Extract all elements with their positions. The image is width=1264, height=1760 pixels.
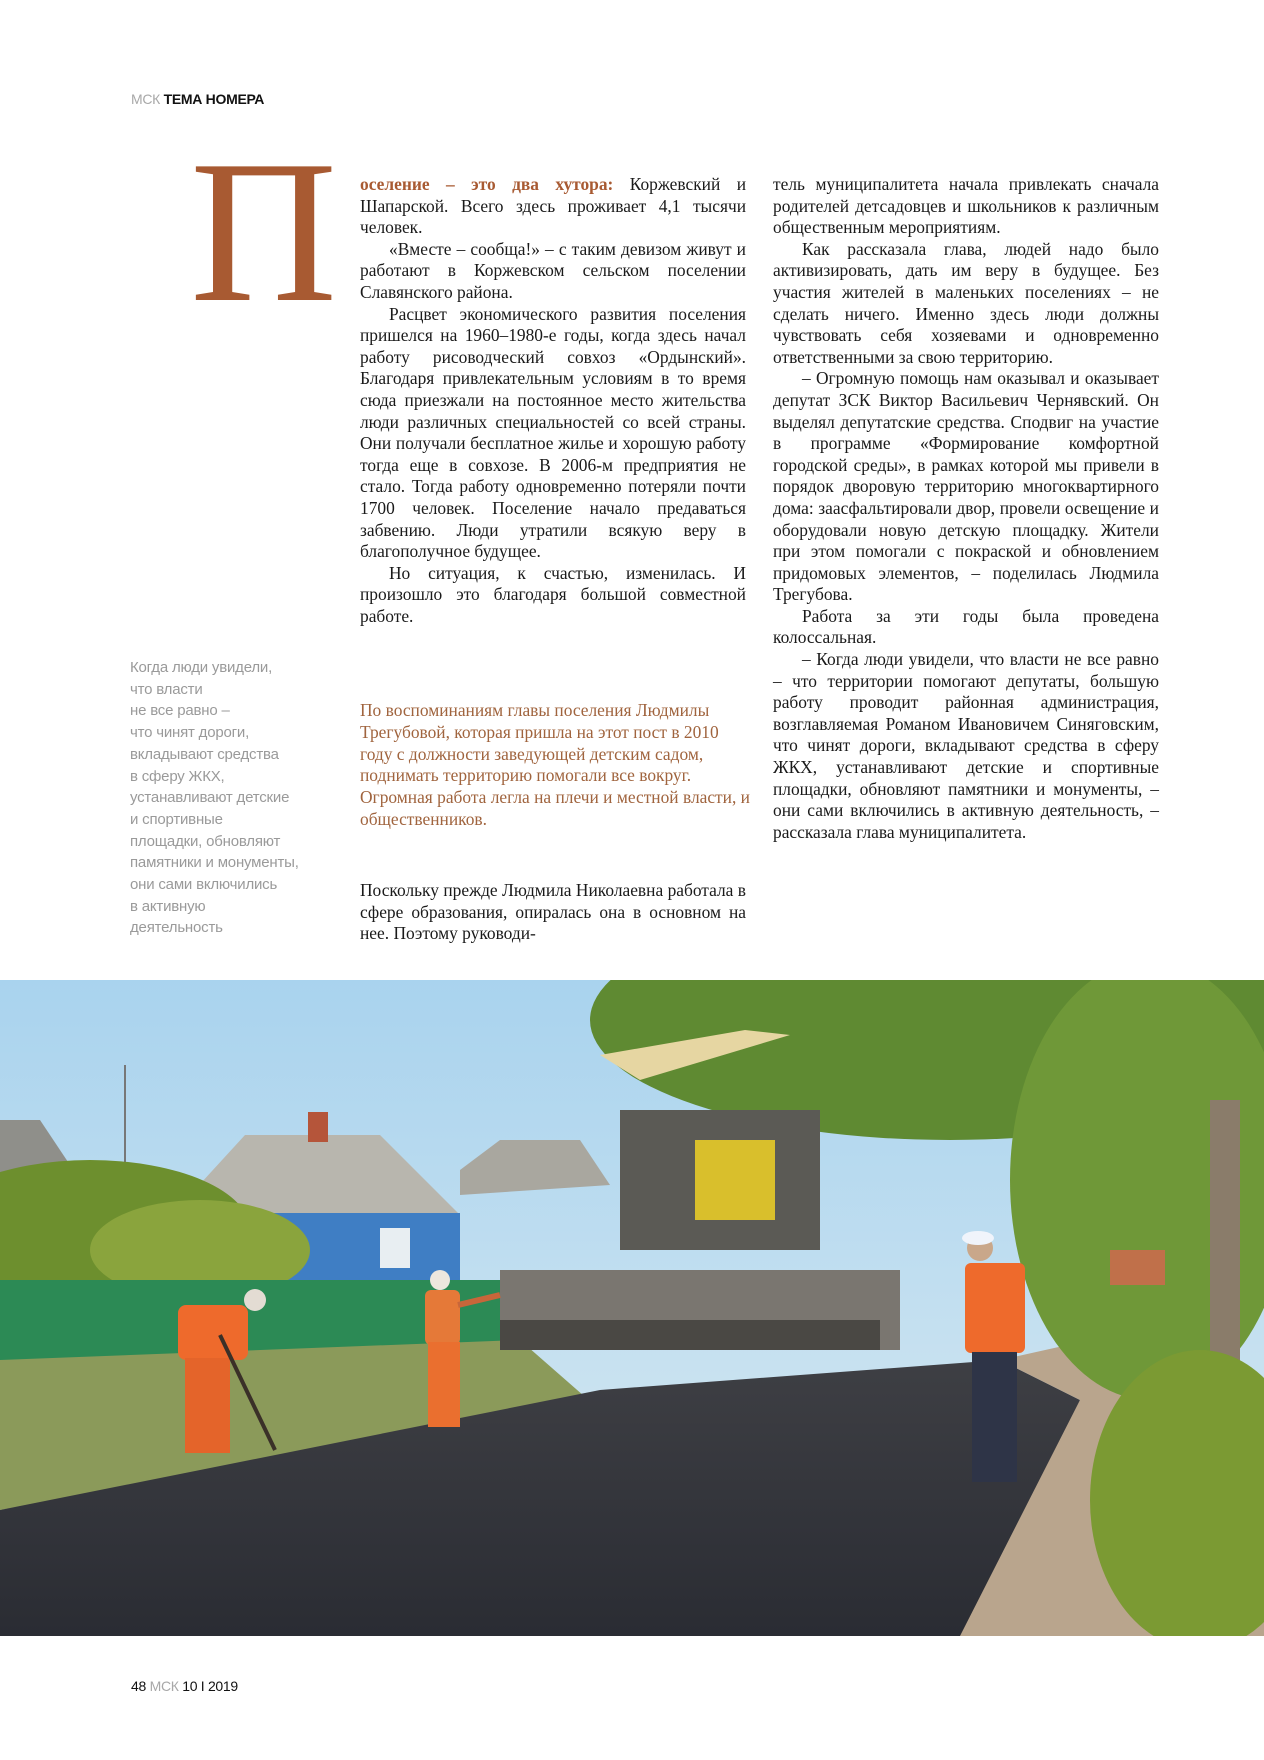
side-quote <box>130 657 340 939</box>
article-column-1-continued <box>360 880 746 945</box>
footer-brand: МСК <box>149 1678 179 1694</box>
road-works-photo <box>0 980 1264 1636</box>
pull-quote: По воспоминаниям главы поселения Людмилы Трегубовой, которая пришла на этот пост в 2010 году с должности заведующей детским садом, поднимать территорию помогали все вокруг. Огромная работа легла на плечи и местной власти, и общественников. <box>360 700 750 829</box>
side-quote-line: они сами включились <box>130 876 278 894</box>
paver-screed-dark <box>500 1320 880 1350</box>
side-quote-line: что чинят дороги, <box>130 724 250 742</box>
side-quote-line: что власти <box>130 680 203 698</box>
side-quote-line: площадки, обновляют <box>130 832 281 850</box>
house-window <box>380 1228 410 1268</box>
tree-trunk <box>1210 1100 1240 1380</box>
lead-paragraph <box>360 174 746 239</box>
lead-in: оселение – это два хутора: <box>360 174 614 194</box>
side-quote-line: не все равно – <box>130 702 230 720</box>
side-quote-line: и спортивные <box>130 810 223 828</box>
issue-number: 10 I 2019 <box>182 1678 238 1694</box>
article-column-1 <box>360 174 746 627</box>
running-header <box>131 91 264 107</box>
side-quote-line: устанавливают детские <box>130 789 290 807</box>
side-quote-line: Когда люди увидели, <box>130 659 273 676</box>
side-quote-line: памятники и монументы, <box>130 854 299 872</box>
photo-illustration <box>0 980 1264 1636</box>
paragraph: Расцвет экономического развития поселения пришелся на 1960–1980-е годы, когда здесь начал работу рисоводческий совхоз «Ордынский». Благодаря привлекательным условиям в то время сюда приезжали на постоянное место жительства люди различных специальностей со всей страны. Они получали бесплатное жилье и хорошую работу тогда еще в совхозе. В 2006-м предприятия не стало. Тогда работу одновременно потеряли почти 1700 человек. Поселение начало предаваться забвению. Люди утратили всякую веру в благополучное будущее. <box>360 303 746 562</box>
side-quote-line: в активную <box>130 897 206 915</box>
distant-truck <box>1110 1250 1165 1285</box>
chimney <box>308 1112 328 1142</box>
page-number: 48 <box>131 1678 146 1694</box>
paragraph: «Вместе – сообща!» – с таким девизом живут и работают в Коржевском сельском поселении Славянского района. <box>360 238 746 302</box>
paragraph: Но ситуация, к счастью, изменилась. И произошло это благодаря большой совместной работе. <box>360 562 746 626</box>
paragraph-text: Коржевский и Шапарской. Всего здесь проживает 4,1 тысячи человек. <box>360 174 747 238</box>
paragraph: Поскольку прежде Людмила Николаевна работала в сфере образования, опиралась она в основном на нее. Поэтому руководи- <box>360 880 746 944</box>
paragraph: Работа за эти годы была проведена колоссальная. <box>773 605 1159 648</box>
paragraph: тель муниципалитета начала привлекать сначала родителей детсадовцев и школьников к различным общественным мероприятиям. <box>773 174 1159 238</box>
paragraph: – Когда люди увидели, что власти не все равно – что территории помогают депутаты, большую работу проводит районная администрация, возглавляемая Романом Ивановичем Синяговским, что чинят дороги, вкладывают средства в сферу ЖКХ, устанавливают детские и спортивные площадки, обновляют памятники и монументы, – они сами включились в активную деятельность, – рассказала глава муниципалитета. <box>773 649 1159 842</box>
side-quote-line: деятельность <box>130 919 223 937</box>
side-quote-line: в сферу ЖКХ, <box>130 767 225 785</box>
page-footer <box>131 1678 238 1694</box>
side-quote-line: вкладывают средства <box>130 745 279 763</box>
paver-engine <box>695 1140 775 1220</box>
magazine-brand: МСК <box>131 91 161 107</box>
drop-cap: П <box>190 119 338 345</box>
paragraph: – Огромную помощь нам оказывал и оказывает депутат ЗСК Виктор Васильевич Чернявский. Он выделял депутатские средства. Сподвиг на участие в программе «Формирование комфортной городской среды», в рамках которой мы привели в порядок дворовую территорию многоквартирного дома: заасфальтировали двор, провели освещение и оборудовали новую детскую площадку. Жители при этом помогали с покраской и обновлением придомовых элементов, – поделилась Людмила Трегубова. <box>773 368 1159 605</box>
section-title: ТЕМА НОМЕРА <box>163 91 265 107</box>
paragraph: Как рассказала глава, людей надо было активизировать, дать им веру в будущее. Без участия жителей в маленьких поселениях – не сделать ничего. Именно здесь люди должны чувствовать себя хозяевами и одновременно ответственными за свою территорию. <box>773 238 1159 367</box>
article-column-2 <box>773 174 1159 843</box>
